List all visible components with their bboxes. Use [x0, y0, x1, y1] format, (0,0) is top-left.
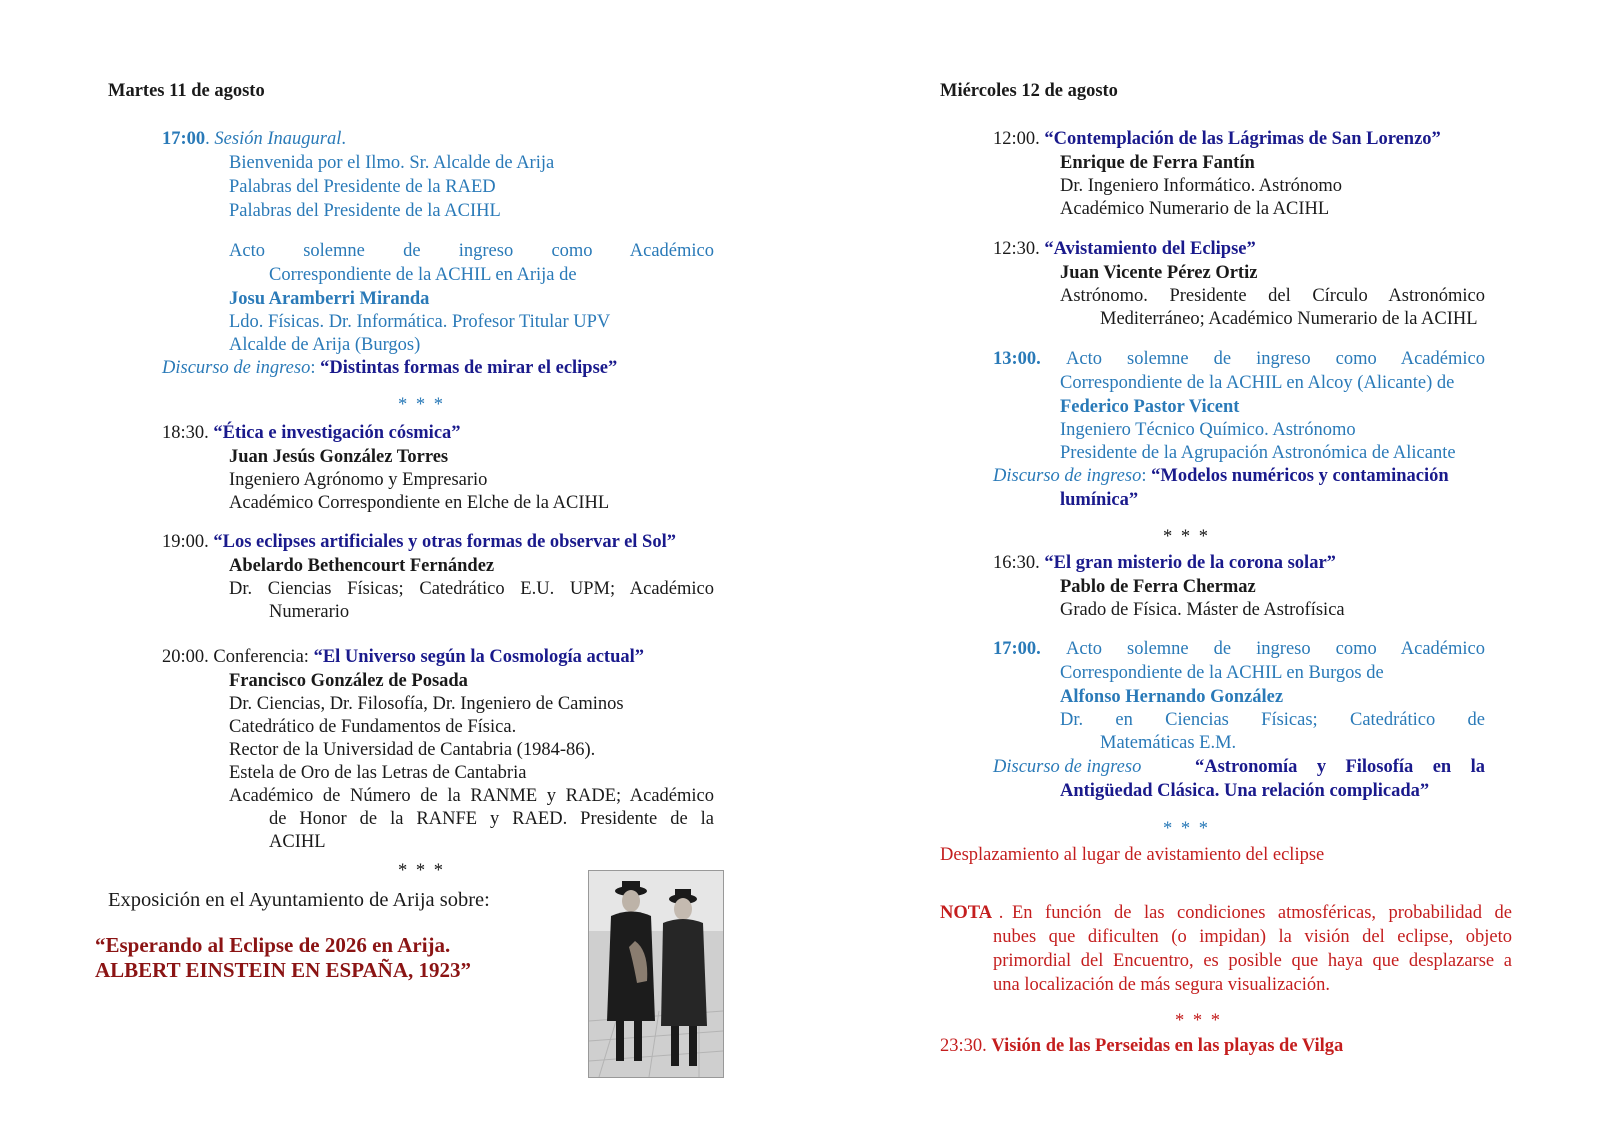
nota-line: nubes que dificulten (o impidan) la visión del eclipse, objeto — [993, 927, 1512, 947]
talk-speaker: Enrique de Ferra Fantín — [1060, 153, 1255, 173]
talk-title: “Los eclipses artificiales y otras formas de observar el Sol” — [213, 532, 676, 552]
discurso-title: “Distintas formas de mirar el eclipse” — [320, 358, 618, 378]
person-credential: Matemáticas E.M. — [1100, 733, 1237, 753]
talk-speaker: Juan Vicente Pérez Ortiz — [1060, 263, 1258, 283]
separator-stars: * * * — [398, 395, 445, 415]
speaker-credential: Mediterráneo; Académico Numerario de la ACIHL — [1100, 309, 1478, 329]
talk-heading: 12:30. “Avistamiento del Eclipse” — [993, 239, 1256, 259]
person-credential: Ldo. Físicas. Dr. Informática. Profesor Titular UPV — [229, 312, 611, 332]
acto-time: 17:00. — [993, 639, 1041, 659]
acto-line: Acto solemne de ingreso como Académico — [1066, 639, 1485, 659]
talk-speaker: Juan Jesús González Torres — [229, 447, 449, 467]
speaker-credential: Dr. Ingeniero Informático. Astrónomo — [1060, 176, 1343, 196]
acto-line: Correspondiente de la ACHIL en Alcoy (Alicante) de — [1060, 373, 1455, 393]
talk-heading: 18:30. “Ética e investigación cósmica” — [162, 423, 461, 443]
discurso-title: lumínica” — [1060, 490, 1139, 510]
inaugural-line: Bienvenida por el Ilmo. Sr. Alcalde de Arija — [229, 153, 555, 173]
talk-heading: 19:00. “Los eclipses artificiales y otras formas de observar el Sol” — [162, 532, 676, 552]
nota-line: primordial del Encuentro, es posible que haya que desplazarse a — [993, 951, 1512, 971]
discurso-label: Discurso de ingreso — [993, 757, 1142, 777]
talk-heading: 16:30. “El gran misterio de la corona solar” — [993, 553, 1336, 573]
acto-line: Acto solemne de ingreso como Académico — [1066, 349, 1485, 369]
speaker-credential: Rector de la Universidad de Cantabria (1984-86). — [229, 740, 596, 760]
speaker-credential: Estela de Oro de las Letras de Cantabria — [229, 763, 527, 783]
acto-line: Correspondiente de la ACHIL en Burgos de — [1060, 663, 1384, 683]
person-credential: Presidente de la Agrupación Astronómica de Alicante — [1060, 443, 1456, 463]
inaugural-title: Sesión Inaugural — [214, 129, 342, 149]
separator-stars: * * * — [1163, 819, 1210, 839]
talk-title: “Ética e investigación cósmica” — [213, 423, 461, 443]
inaugural-person: Josu Aramberri Miranda — [229, 289, 430, 309]
day-title-left: Martes 11 de agosto — [108, 81, 265, 101]
nota-line: NOTA . En función de las condiciones atmosféricas, probabilidad de — [940, 903, 1512, 923]
acto-time: 13:00. — [993, 349, 1041, 369]
discurso-label: Discurso de ingreso — [162, 358, 311, 378]
discurso-title: Antigüedad Clásica. Una relación complicada” — [1060, 781, 1430, 801]
day-title-right: Miércoles 12 de agosto — [940, 81, 1118, 101]
speaker-credential: Académico de Número de la RANME y RADE; Académico — [229, 786, 714, 806]
person-credential: Ingeniero Técnico Químico. Astrónomo — [1060, 420, 1356, 440]
discurso-line: Discurso de ingreso: “Modelos numéricos y contaminación — [993, 466, 1449, 486]
inaugural-time: 17:00 — [162, 129, 206, 149]
inaugural-line: Palabras del Presidente de la ACIHL — [229, 201, 501, 221]
acto-line: Acto solemne de ingreso como Académico — [229, 241, 714, 261]
acto-person: Alfonso Hernando González — [1060, 687, 1284, 707]
speaker-credential: Catedrático de Fundamentos de Física. — [229, 717, 517, 737]
nota-line: una localización de más segura visualización. — [993, 975, 1330, 995]
speaker-credential: Dr. Ciencias, Dr. Filosofía, Dr. Ingeniero de Caminos — [229, 694, 624, 714]
talk-title: “Avistamiento del Eclipse” — [1044, 239, 1256, 259]
einstein-photo — [588, 870, 724, 1078]
expo-intro: Exposición en el Ayuntamiento de Arija sobre: — [108, 889, 490, 911]
expo-title: ALBERT EINSTEIN EN ESPAÑA, 1923” — [95, 958, 471, 982]
discurso-label: Discurso de ingreso — [993, 466, 1142, 486]
final-time: 23:30. — [940, 1036, 987, 1056]
final-event — [940, 1035, 1343, 1058]
separator-stars: * * * — [1163, 527, 1210, 547]
separator-stars: * * * — [398, 861, 445, 881]
speaker-credential: Ingeniero Agrónomo y Empresario — [229, 470, 488, 490]
discurso-title: “Modelos numéricos y contaminación — [1151, 466, 1449, 486]
speaker-credential: Grado de Física. Máster de Astrofísica — [1060, 600, 1345, 620]
speaker-credential: Dr. Ciencias Físicas; Catedrático E.U. UPM; Académico — [229, 579, 714, 599]
person-credential: Alcalde de Arija (Burgos) — [229, 335, 421, 355]
discurso-line: Discurso de ingreso: “Distintas formas de mirar el eclipse” — [162, 358, 618, 378]
discurso-line — [993, 756, 1485, 779]
desplazamiento-note: Desplazamiento al lugar de avistamiento del eclipse — [940, 845, 1325, 865]
person-credential: Dr. en Ciencias Físicas; Catedrático de — [1060, 710, 1485, 730]
acto-line: Correspondiente de la ACHIL en Arija de — [269, 265, 577, 285]
speaker-credential: Académico Correspondiente en Elche de la ACIHL — [229, 493, 610, 513]
talk-heading: 20:00. Conferencia: “El Universo según la Cosmología actual” — [162, 647, 645, 667]
speaker-credential: Académico Numerario de la ACIHL — [1060, 199, 1330, 219]
talk-title: “Contemplación de las Lágrimas de San Lorenzo” — [1044, 129, 1441, 149]
talk-heading: 12:00. “Contemplación de las Lágrimas de San Lorenzo” — [993, 129, 1441, 149]
final-title: Visión de las Perseidas en las playas de Vilga — [991, 1036, 1344, 1056]
speaker-credential: de Honor de la RANFE y RAED. Presidente de la — [269, 809, 714, 829]
talk-speaker: Pablo de Ferra Chermaz — [1060, 577, 1256, 597]
inaugural-line: Palabras del Presidente de la RAED — [229, 177, 496, 197]
speaker-credential: Astrónomo. Presidente del Círculo Astronómico — [1060, 286, 1485, 306]
talk-speaker: Abelardo Bethencourt Fernández — [229, 556, 495, 576]
acto-person: Federico Pastor Vicent — [1060, 397, 1240, 417]
speaker-credential: Numerario — [269, 602, 350, 622]
photo-einstein-icon — [589, 871, 723, 1077]
talk-title: “El Universo según la Cosmología actual” — [313, 647, 645, 667]
discurso-title: “Astronomía y Filosofía en la — [1195, 757, 1485, 777]
inaugural-heading: 17:00. Sesión Inaugural. — [162, 129, 346, 149]
talk-speaker: Francisco González de Posada — [229, 671, 468, 691]
speaker-credential: ACIHL — [269, 832, 326, 852]
separator-stars: * * * — [1175, 1011, 1222, 1031]
expo-title: “Esperando al Eclipse de 2026 en Arija. — [95, 933, 451, 957]
nota-label: NOTA — [940, 903, 993, 923]
talk-title: “El gran misterio de la corona solar” — [1044, 553, 1336, 573]
